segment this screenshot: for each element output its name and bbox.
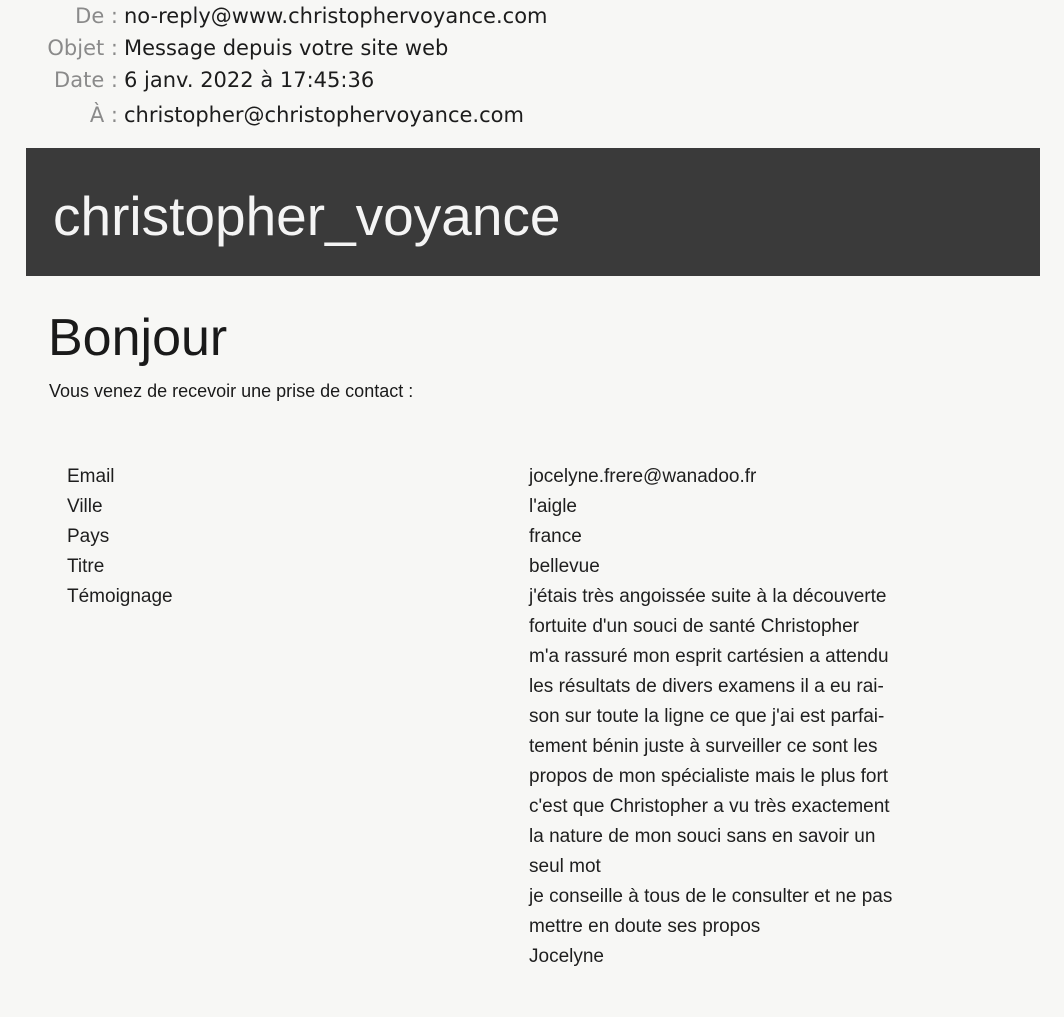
temoignage-line: je conseille à tous de le consulter et ne pas: [529, 886, 893, 907]
temoignage-line: propos de mon spécialiste mais le plus fort: [529, 766, 889, 787]
banner-title: christopher_voyance: [53, 185, 561, 247]
field-row-email: [0, 462, 1064, 492]
header-value-date: 6 janv. 2022 à 17:45:36: [124, 68, 375, 92]
header-key-subject: Objet :: [47, 36, 118, 60]
contact-fields: [0, 462, 1064, 972]
temoignage-line: j'étais très angoissée suite à la découverte: [529, 586, 887, 607]
field-value-pays: france: [529, 526, 582, 547]
header-value-subject: Message depuis votre site web: [124, 36, 449, 60]
temoignage-line: la nature de mon souci sans en savoir un: [529, 826, 876, 847]
header-key-to: À :: [89, 103, 118, 127]
header-value-from[interactable]: no-reply@www.christophervoyance.com: [124, 4, 548, 28]
header-key-from: De :: [75, 4, 118, 28]
field-label-email: Email: [67, 466, 115, 487]
temoignage-line: m'a rassuré mon esprit cartésien a attendu: [529, 646, 889, 667]
field-value-temoignage: [529, 582, 989, 972]
temoignage-line: son sur toute la ligne ce que j'ai est parfai-: [529, 706, 885, 727]
temoignage-line: seul mot: [529, 856, 601, 877]
field-label-pays: Pays: [67, 526, 110, 547]
header-value-to[interactable]: christopher@christophervoyance.com: [124, 103, 524, 127]
field-value-titre: bellevue: [529, 556, 600, 577]
temoignage-line: tement bénin juste à surveiller ce sont les: [529, 736, 878, 757]
header-key-date: Date :: [54, 68, 118, 92]
field-value-email[interactable]: jocelyne.frere@wanadoo.fr: [529, 466, 757, 487]
field-row-ville: [0, 492, 1064, 522]
field-label-titre: Titre: [67, 556, 105, 577]
greeting-heading: Bonjour: [48, 309, 228, 367]
intro-text: Vous venez de recevoir une prise de contact :: [49, 381, 414, 401]
field-label-temoignage: Témoignage: [67, 586, 173, 607]
field-row-pays: [0, 522, 1064, 552]
site-banner: [26, 148, 1040, 276]
temoignage-line: c'est que Christopher a vu très exactement: [529, 796, 890, 817]
field-label-ville: Ville: [67, 496, 103, 517]
temoignage-line: Jocelyne: [529, 946, 604, 967]
field-value-ville: l'aigle: [529, 496, 577, 517]
temoignage-line: les résultats de divers examens il a eu rai-: [529, 676, 884, 697]
field-row-temoignage: [0, 582, 1064, 972]
temoignage-line: mettre en doute ses propos: [529, 916, 761, 937]
field-row-titre: [0, 552, 1064, 582]
temoignage-line: fortuite d'un souci de santé Christopher: [529, 616, 859, 637]
